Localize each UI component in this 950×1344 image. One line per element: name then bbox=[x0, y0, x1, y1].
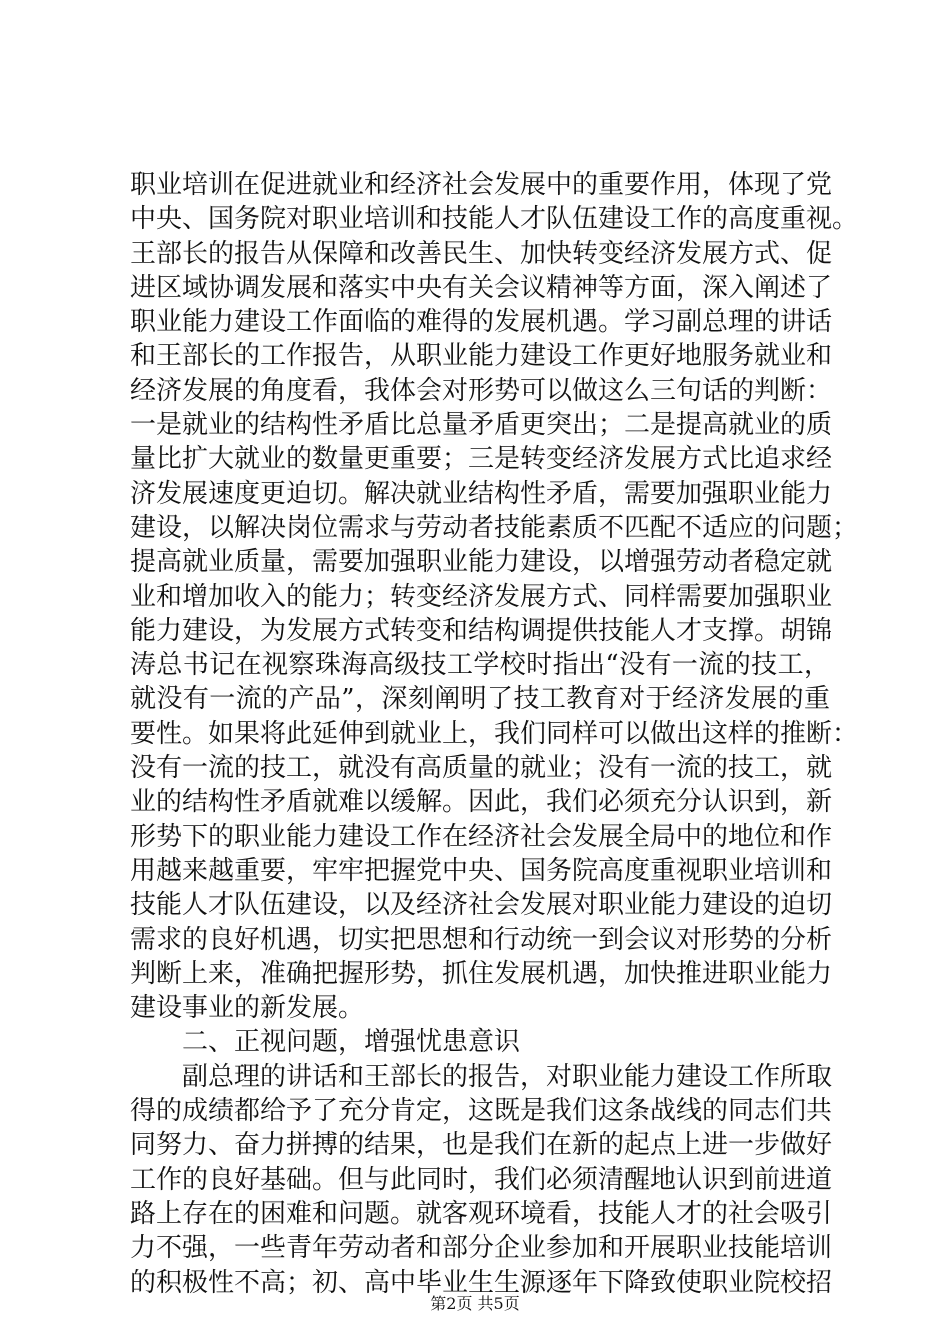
text-line: 业的结构性矛盾就难以缓解。因此，我们必须充分认识到，新 bbox=[130, 787, 833, 818]
text-line: 职业培训在促进就业和经济社会发展中的重要作用，体现了党 bbox=[130, 170, 833, 200]
text-line: 进区域协调发展和落实中央有关会议精神等方面，深入阐述了 bbox=[130, 272, 833, 303]
page-number-footer: 第2页 共5页 bbox=[430, 1294, 520, 1313]
paragraph-2 bbox=[130, 1060, 833, 1300]
text-line: 提高就业质量，需要加强职业能力建设，以增强劳动者稳定就 bbox=[130, 547, 833, 578]
text-line: 路上存在的困难和问题。就客观环境看，技能人才的社会吸引 bbox=[130, 1198, 833, 1229]
text-line: 得的成绩都给予了充分肯定，这既是我们这条战线的同志们共 bbox=[130, 1096, 833, 1127]
section-heading: 二、正视问题，增强忧患意识 bbox=[182, 1027, 521, 1058]
text-line: 中央、国务院对职业培训和技能人才队伍建设工作的高度重视。 bbox=[130, 204, 859, 235]
text-line: 用越来越重要，牢牢把握党中央、国务院高度重视职业培训和 bbox=[130, 855, 833, 886]
text-line: 业和增加收入的能力；转变经济发展方式、同样需要加强职业 bbox=[130, 581, 833, 612]
text-line: 涛总书记在视察珠海高级技工学校时指出“没有一流的技工， bbox=[130, 650, 830, 681]
text-line: 建设事业的新发展。 bbox=[130, 993, 365, 1024]
text-line: 的积极性不高；初、高中毕业生生源逐年下降致使职业院校招 bbox=[130, 1267, 833, 1298]
text-line: 量比扩大就业的数量更重要；三是转变经济发展方式比追求经 bbox=[130, 444, 833, 475]
text-line: 技能人才队伍建设，以及经济社会发展对职业能力建设的迫切 bbox=[130, 890, 833, 921]
text-line: 建设，以解决岗位需求与劳动者技能素质不匹配不适应的问题； bbox=[130, 512, 859, 543]
text-line: 一是就业的结构性矛盾比总量矛盾更突出；二是提高就业的质 bbox=[130, 410, 833, 441]
document-body bbox=[130, 168, 859, 1300]
text-line: 王部长的报告从保障和改善民生、加快转变经济发展方式、促 bbox=[130, 238, 833, 269]
text-line: 济发展速度更迫切。解决就业结构性矛盾，需要加强职业能力 bbox=[130, 478, 833, 509]
text-line: 需求的良好机遇，切实把思想和行动统一到会议对形势的分析 bbox=[130, 924, 833, 955]
paragraph-1 bbox=[130, 168, 859, 1025]
text-line: 能力建设，为发展方式转变和结构调提供技能人才支撑。胡锦 bbox=[130, 615, 833, 646]
text-line: 经济发展的角度看，我体会对形势可以做这么三句话的判断： bbox=[130, 375, 833, 406]
text-line: 形势下的职业能力建设工作在经济社会发展全局中的地位和作 bbox=[130, 821, 833, 852]
text-line: 就没有一流的产品”，深刻阐明了技工教育对于经济发展的重 bbox=[130, 684, 830, 715]
text-line: 要性。如果将此延伸到就业上，我们同样可以做出这样的推断： bbox=[130, 718, 859, 749]
text-line: 副总理的讲话和王部长的报告，对职业能力建设工作所取 bbox=[182, 1061, 833, 1092]
text-line: 职业能力建设工作面临的难得的发展机遇。学习副总理的讲话 bbox=[130, 307, 833, 338]
text-line: 判断上来，准确把握形势，抓住发展机遇，加快推进职业能力 bbox=[130, 958, 833, 989]
text-line: 没有一流的技工，就没有高质量的就业；没有一流的技工，就 bbox=[130, 753, 833, 784]
text-line: 力不强，一些青年劳动者和部分企业参加和开展职业技能培训 bbox=[130, 1233, 833, 1264]
text-line: 同努力、奋力拼搏的结果，也是我们在新的起点上进一步做好 bbox=[130, 1130, 833, 1161]
text-line: 工作的良好基础。但与此同时，我们必须清醒地认识到前进道 bbox=[130, 1164, 833, 1195]
text-line: 和王部长的工作报告，从职业能力建设工作更好地服务就业和 bbox=[130, 341, 833, 372]
